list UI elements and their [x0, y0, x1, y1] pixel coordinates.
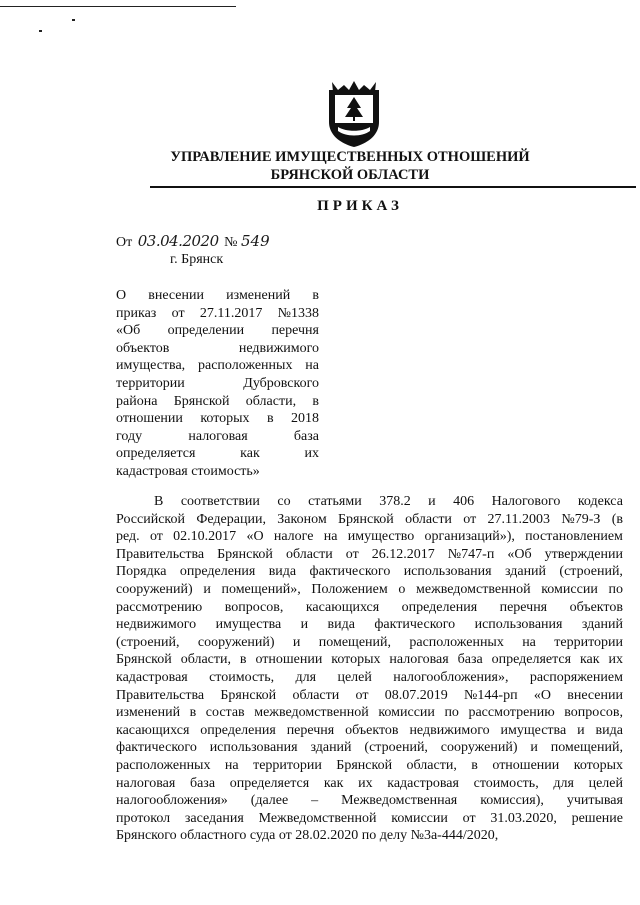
scan-speck: [72, 19, 75, 21]
body-line: [116, 827, 623, 845]
word: вида: [327, 617, 355, 633]
order-date-line: [116, 232, 270, 251]
word: (в: [611, 511, 623, 527]
word: налоге: [273, 529, 314, 545]
word: 378.2: [379, 494, 411, 509]
word: рассмотрению: [468, 705, 555, 721]
word: «О: [533, 687, 551, 703]
subject-line: [116, 463, 319, 481]
word: –: [311, 793, 319, 809]
subject-line: [116, 428, 319, 446]
date-prefix: От: [116, 235, 133, 250]
word: статьями: [308, 494, 362, 509]
word: и: [292, 634, 301, 650]
word: Брянской: [116, 652, 172, 668]
word: налоговая: [116, 775, 176, 791]
word: и: [203, 581, 211, 597]
word: перечня: [499, 599, 548, 615]
word: (строений,: [559, 564, 623, 580]
word: отношении: [255, 652, 323, 668]
body-line: [116, 511, 623, 529]
word: кодекса: [577, 494, 623, 509]
word: Брянской: [173, 393, 230, 409]
word: в: [189, 705, 197, 721]
word: заседания: [184, 810, 244, 826]
word: определении: [167, 323, 245, 339]
word: организаций»),: [424, 529, 515, 545]
word: комиссии: [391, 810, 448, 826]
word: стоимость,: [473, 775, 539, 791]
word: межведомственной: [416, 581, 531, 597]
word: №79-З: [561, 511, 601, 527]
body-line: [116, 722, 623, 740]
word: №144-рп: [464, 687, 518, 703]
word: целей: [588, 775, 623, 791]
word: вопросов,: [224, 599, 284, 615]
word: рассмотрению: [116, 599, 203, 615]
word: их: [608, 652, 623, 668]
word: (строений,: [116, 634, 180, 650]
word: со: [277, 494, 291, 509]
scan-top-line: [0, 6, 236, 7]
word: области,: [245, 393, 297, 409]
word: от: [462, 810, 476, 826]
word: для: [553, 775, 574, 791]
subject-line: [116, 287, 319, 305]
word: приказ: [116, 305, 157, 321]
word: фактического: [116, 740, 197, 756]
word: на: [305, 358, 319, 374]
word: фактического: [309, 564, 391, 580]
word: фактического: [374, 617, 456, 633]
word: от: [149, 529, 163, 545]
subject-line: [116, 322, 319, 340]
word: зданий: [581, 617, 623, 633]
body-line: [116, 528, 623, 546]
body-line: [116, 634, 623, 652]
word: 406: [453, 494, 475, 509]
word: расположенных: [409, 634, 504, 650]
city: г. Брянск: [170, 252, 224, 267]
body-line: [116, 493, 623, 511]
word: объектов: [345, 722, 399, 738]
word: утверждении: [544, 546, 623, 562]
word: их: [304, 446, 319, 462]
word: расположенных: [116, 757, 211, 773]
word: для: [295, 669, 317, 685]
word: от: [355, 687, 369, 703]
word: 31.03.2020,: [490, 810, 557, 826]
subject-line: [116, 410, 319, 428]
word: Налогового: [491, 494, 561, 509]
word: 27.11.2017: [199, 305, 263, 321]
word: комиссии: [378, 705, 435, 721]
word: налогообложения»: [116, 793, 228, 809]
word: №747-п: [447, 546, 495, 562]
word: в: [312, 393, 319, 409]
word: «Об: [116, 323, 141, 339]
word: области: [405, 511, 452, 527]
word: база: [293, 428, 319, 444]
body-line: [116, 739, 623, 757]
word: Брянской: [336, 757, 393, 773]
document-type: ПРИКАЗ: [317, 198, 403, 214]
word: 02.10.2017: [173, 529, 237, 545]
word: Брянской: [220, 687, 277, 703]
word: 26.12.2017: [371, 546, 435, 562]
word: перечня: [271, 323, 319, 339]
word: кадастровая: [387, 775, 459, 791]
word: постановлением: [525, 529, 623, 545]
org-title-line-2: БРЯНСКОЙ ОБЛАСТИ: [270, 167, 430, 183]
word: и: [300, 617, 309, 633]
word: Дубровского: [243, 375, 319, 391]
word: году: [116, 428, 143, 444]
subject-line: [116, 375, 319, 393]
word: по: [608, 581, 623, 597]
word: Брянской: [338, 511, 394, 527]
word: которых: [573, 757, 623, 773]
word: учитывая: [566, 793, 623, 809]
word: 27.11.2003: [487, 511, 551, 527]
word: определяется: [491, 652, 572, 668]
word: и: [530, 740, 538, 756]
word: кадастровая: [116, 669, 188, 685]
word: Законом: [277, 511, 327, 527]
word: Брянского областного суда от 28.02.2020 по делу №3а-444/2020,: [116, 828, 499, 844]
word: от: [171, 305, 185, 321]
word: которых: [331, 652, 381, 668]
word: на: [323, 529, 338, 545]
word: протокол: [116, 810, 171, 826]
word: района: [116, 393, 158, 409]
word: на: [522, 634, 536, 650]
word: «О: [246, 529, 264, 545]
word: В: [154, 494, 164, 509]
word: Межведомственной: [258, 810, 377, 826]
word: которых: [200, 411, 250, 427]
word: территории: [253, 757, 322, 773]
word: кадастровая стоимость»: [116, 463, 260, 479]
word: определения: [200, 722, 276, 738]
word: Брянской: [217, 546, 273, 562]
word: Межведомственная: [341, 793, 458, 809]
word: (далее: [250, 793, 289, 809]
word: Федерации,: [196, 511, 266, 527]
word: их: [358, 775, 373, 791]
body-line: [116, 581, 623, 599]
word: использования: [474, 617, 563, 633]
word: касающихся: [116, 722, 190, 738]
word: налогообложения»,: [393, 669, 509, 685]
word: сооружений): [440, 740, 518, 756]
word: 08.07.2019: [384, 687, 448, 703]
order-subject: [116, 287, 319, 481]
word: области,: [180, 652, 231, 668]
word: касающихся: [305, 599, 380, 615]
word: зданий: [504, 564, 547, 580]
word: внесении: [148, 288, 204, 303]
body-line: [116, 757, 623, 775]
word: целей: [337, 669, 372, 685]
word: территории: [116, 375, 185, 391]
word: комиссия),: [480, 793, 544, 809]
word: база: [457, 652, 483, 668]
bryansk-emblem-icon: [326, 80, 382, 148]
number-prefix: №: [224, 235, 238, 250]
word: зданий: [310, 740, 352, 756]
word: определения: [401, 599, 478, 615]
word: области,: [406, 757, 457, 773]
word: вопросов,: [564, 705, 623, 721]
word: вида: [595, 722, 623, 738]
word: Правительства: [116, 546, 205, 562]
word: расположенных: [197, 358, 293, 374]
word: от: [463, 511, 477, 527]
word: сооружений): [116, 581, 193, 597]
body-line: [116, 810, 623, 828]
word: имущества: [500, 722, 567, 738]
word: в: [239, 652, 247, 668]
word: имущества,: [116, 358, 186, 374]
word: налоговая: [188, 428, 248, 444]
word: Правительства: [116, 687, 205, 703]
word: стоимость,: [209, 669, 275, 685]
body-line: [116, 775, 623, 793]
word: распоряжением: [529, 669, 623, 685]
word: недвижимого: [409, 722, 490, 738]
word: и: [577, 722, 585, 738]
word: внесении: [567, 687, 623, 703]
word: объектов: [569, 599, 623, 615]
word: изменений: [226, 288, 291, 303]
word: Положением: [311, 581, 388, 597]
word: имущества: [215, 617, 282, 633]
word: база: [189, 775, 216, 791]
word: помещений,: [550, 740, 623, 756]
body-line: [116, 546, 623, 564]
word: помещений»,: [221, 581, 301, 597]
word: использования: [403, 564, 492, 580]
word: отношении: [116, 411, 183, 427]
order-body-text: [116, 493, 623, 845]
word: определяется: [116, 446, 196, 462]
body-line: [116, 616, 623, 634]
word: недвижимого: [238, 340, 319, 356]
word: решение: [571, 810, 623, 826]
word: ред.: [116, 529, 140, 545]
word: комиссии: [541, 581, 598, 597]
handwritten-date: 03.04.2020: [137, 232, 219, 250]
body-line: [116, 704, 623, 722]
word: как: [240, 446, 260, 462]
word: №1338: [277, 305, 319, 321]
organization-title: [150, 148, 550, 184]
word: межведомственной: [254, 705, 369, 721]
word: (строений,: [364, 740, 428, 756]
word: от: [345, 546, 359, 562]
word: «Об: [507, 546, 532, 562]
word: недвижимого: [116, 617, 197, 633]
body-line: [116, 687, 623, 705]
handwritten-number: 549: [240, 232, 270, 250]
word: Порядка: [116, 564, 167, 580]
word: области: [292, 687, 340, 703]
subject-line: [116, 340, 319, 358]
body-line: [116, 669, 623, 687]
body-line: [116, 792, 623, 810]
word: помещений,: [318, 634, 392, 650]
word: по: [444, 705, 459, 721]
word: определения: [179, 564, 256, 580]
word: соответствии: [180, 494, 260, 509]
body-line: [116, 651, 623, 669]
word: сооружений): [197, 634, 275, 650]
subject-line: [116, 357, 319, 375]
word: отношении: [492, 757, 560, 773]
word: в: [471, 757, 478, 773]
word: вида: [268, 564, 297, 580]
word: и: [428, 494, 436, 509]
body-line: [116, 599, 623, 617]
subject-line: [116, 393, 319, 411]
word: изменений: [116, 705, 181, 721]
word: имущество: [347, 529, 415, 545]
word: определяется: [229, 775, 310, 791]
org-title-line-1: УПРАВЛЕНИЕ ИМУЩЕСТВЕННЫХ ОТНОШЕНИЙ: [170, 149, 530, 165]
word: области: [285, 546, 333, 562]
word: на: [224, 757, 239, 773]
word: как: [579, 652, 600, 668]
word: в: [312, 288, 319, 303]
word: перечня: [286, 722, 335, 738]
word: Российской: [116, 511, 185, 527]
word: объектов: [116, 340, 170, 356]
scan-speck: [39, 30, 42, 32]
word: в: [266, 411, 274, 427]
header-divider: [150, 186, 636, 188]
subject-line: [116, 445, 319, 463]
word: как: [323, 775, 344, 791]
word: О: [116, 288, 127, 303]
subject-line: [116, 305, 319, 323]
word: территории: [554, 634, 623, 650]
word: состав: [205, 705, 245, 721]
word: использования: [209, 740, 298, 756]
word: о: [398, 581, 406, 597]
word: 2018: [291, 411, 319, 427]
body-line: [116, 563, 623, 581]
word: налоговая: [389, 652, 449, 668]
